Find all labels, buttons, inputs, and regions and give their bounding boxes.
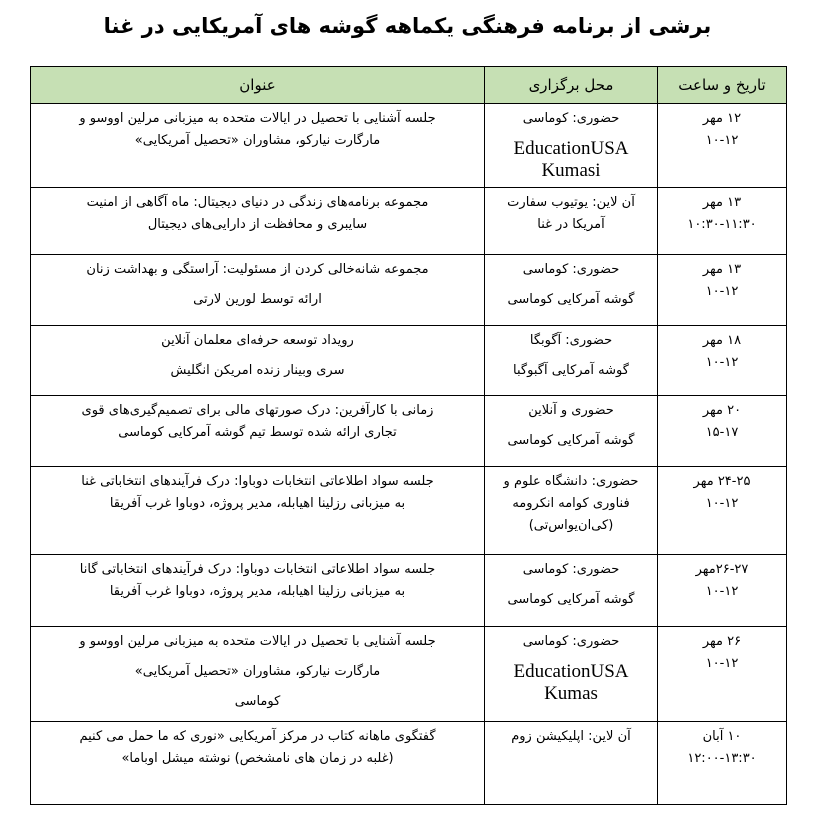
- date-cell: [658, 326, 787, 396]
- date-cell-line: ۲۶ مهر: [702, 634, 742, 649]
- venue-cell: [485, 555, 658, 627]
- venue-cell-line: حضوری: آگوبگا: [529, 333, 613, 348]
- venue-cell-line: گوشه آمرکایی کوماسی: [507, 433, 635, 448]
- date-cell-line: ۱۸ مهر: [702, 333, 742, 348]
- subject-cell-line: سری وبینار زنده امریکن انگلیش: [170, 363, 345, 378]
- date-cell-line: ۱۰-۱۲: [705, 133, 739, 148]
- table-row: [31, 467, 787, 555]
- subject-cell-line: زمانی با کارآفرین: درک صورتهای مالی برای تصمیم‌گیری‌های قوی: [81, 403, 434, 418]
- venue-cell-line: حضوری: کوماسی: [522, 562, 620, 577]
- date-cell-line: ۱۰-۱۲: [705, 584, 739, 599]
- venue-cell: [485, 467, 658, 555]
- date-cell-line: ۱۰ آبان: [702, 729, 742, 744]
- date-cell-line: ۱۲ مهر: [702, 111, 742, 126]
- venue-cell-line: آن لاین: اپلیکیشن زوم: [511, 729, 631, 744]
- venue-cell-line: حضوری: کوماسی: [522, 262, 620, 277]
- date-cell: [658, 467, 787, 555]
- subject-cell: [31, 627, 485, 722]
- date-cell-line: ۱۵-۱۷: [705, 425, 739, 440]
- venue-cell-line: (کی‌ان‌یواس‌تی): [528, 518, 614, 533]
- venue-english-line: EducationUSA: [513, 661, 629, 682]
- table-row: [31, 722, 787, 805]
- venue-english-line: Kumas: [544, 683, 598, 704]
- table-row: [31, 627, 787, 722]
- header-venue: محل برگزاری: [485, 67, 658, 104]
- date-cell: [658, 255, 787, 326]
- subject-cell-line: تجاری ارائه شده توسط تیم گوشه آمرکایی کوماسی: [118, 425, 397, 440]
- table-row: [31, 255, 787, 326]
- date-cell: [658, 722, 787, 805]
- date-cell-line: ۱۰-۱۲: [705, 355, 739, 370]
- subject-cell-line: مارگارت نیارکو، مشاوران «تحصیل آمریکایی»: [134, 133, 381, 148]
- table-row: [31, 104, 787, 188]
- date-cell-line: ۱۰-۱۲: [705, 656, 739, 671]
- subject-cell: [31, 555, 485, 627]
- date-cell-line: ۲۴-۲۵ مهر: [693, 474, 751, 489]
- date-cell: [658, 555, 787, 627]
- venue-cell: [485, 188, 658, 255]
- venue-cell-line: گوشه آمرکایی کوماسی: [507, 592, 635, 607]
- table-row: [31, 396, 787, 467]
- date-cell: [658, 104, 787, 188]
- table-row: [31, 326, 787, 396]
- date-cell-line: ۱۰-۱۲: [705, 496, 739, 511]
- venue-cell: [485, 722, 658, 805]
- venue-cell-line: آن لاین: یوتیوب سفارت: [507, 195, 635, 210]
- venue-english-line: Kumasi: [541, 160, 601, 181]
- venue-cell-line: حضوری: کوماسی: [522, 111, 620, 126]
- subject-cell-line: (غلبه در زمان های نامشخص) نوشته میشل اوباما»: [121, 751, 394, 766]
- venue-english-line: EducationUSA: [513, 138, 629, 159]
- subject-cell-line: به میزبانی رزلینا اهیابله، مدیر پروژه، دوباوا غرب آفریقا: [109, 584, 406, 599]
- date-cell: [658, 396, 787, 467]
- venue-cell-line: فناوری کوامه انکرومه: [512, 496, 630, 511]
- venue-cell: [485, 326, 658, 396]
- venue-cell-line: حضوری: کوماسی: [522, 634, 620, 649]
- subject-cell: [31, 467, 485, 555]
- table-row: [31, 555, 787, 627]
- venue-cell-line: حضوری و آنلاین: [528, 403, 614, 418]
- table-row: [31, 188, 787, 255]
- date-cell-line: ۱۰:۳۰-۱۱:۳۰: [687, 217, 757, 232]
- subject-cell-line: گفتگوی ماهانه کتاب در مرکز آمریکایی «نوری که ما حمل می کنیم: [79, 729, 436, 744]
- program-table: [30, 66, 787, 805]
- date-cell-line: ۱۳ مهر: [702, 195, 742, 210]
- date-cell: [658, 627, 787, 722]
- subject-cell-line: ارائه توسط لورین لارتی: [193, 292, 322, 307]
- venue-cell: [485, 396, 658, 467]
- subject-cell-line: به میزبانی رزلینا اهیابله، مدیر پروژه، دوباوا غرب آفریقا: [109, 496, 406, 511]
- header-subject: عنوان: [31, 67, 485, 104]
- subject-cell: [31, 326, 485, 396]
- subject-cell: [31, 396, 485, 467]
- subject-cell-line: جلسه آشنایی با تحصیل در ایالات متحده به میزبانی مرلین اووسو و: [79, 111, 436, 126]
- date-cell-line: ۲۰ مهر: [702, 403, 742, 418]
- subject-cell-line: جلسه سواد اطلاعاتی انتخابات دوباوا: درک فرآیندهای انتخاباتی گانا: [79, 562, 436, 577]
- subject-cell-line: مارگارت نیارکو، مشاوران «تحصیل آمریکایی»: [134, 664, 381, 679]
- header-date: تاریخ و ساعت: [658, 67, 787, 104]
- venue-cell-line: حضوری: دانشگاه علوم و: [503, 474, 639, 489]
- document-title: برشی از برنامه فرهنگی یکماهه گوشه های آمریکایی در غنا: [103, 14, 712, 38]
- subject-cell: [31, 104, 485, 188]
- date-cell-line: ۱۳ مهر: [702, 262, 742, 277]
- subject-cell-line: رویداد توسعه حرفه‌ای معلمان آنلاین: [161, 333, 354, 348]
- date-cell-line: ۱۲:۰۰-۱۳:۳۰: [687, 751, 757, 766]
- subject-cell: [31, 722, 485, 805]
- subject-cell-line: سایبری و محافظت از دارایی‌های دیجیتال: [147, 217, 368, 232]
- venue-cell: [485, 104, 658, 188]
- subject-cell: [31, 255, 485, 326]
- venue-cell: [485, 627, 658, 722]
- subject-cell-line: مجموعه برنامه‌های زندگی در دنیای دیجیتال: ماه آگاهی از امنیت: [86, 195, 429, 210]
- subject-cell-line: کوماسی: [234, 694, 281, 709]
- table-header-row: [31, 67, 787, 104]
- subject-cell-line: مجموعه شانه‌خالی کردن از مسئولیت: آراستگی و بهداشت زنان: [86, 262, 429, 277]
- venue-cell: [485, 255, 658, 326]
- subject-cell-line: جلسه سواد اطلاعاتی انتخابات دوباوا: درک فرآیندهای انتخاباتی غنا: [81, 474, 434, 489]
- subject-cell: [31, 188, 485, 255]
- venue-cell-line: گوشه آمرکایی آگبوگبا: [513, 363, 629, 378]
- venue-cell-line: آمریکا در غنا: [537, 217, 605, 232]
- date-cell: [658, 188, 787, 255]
- venue-cell-line: گوشه آمرکایی کوماسی: [507, 292, 635, 307]
- date-cell-line: ۲۶-۲۷مهر: [695, 562, 749, 577]
- date-cell-line: ۱۰-۱۲: [705, 284, 739, 299]
- subject-cell-line: جلسه آشنایی با تحصیل در ایالات متحده به میزبانی مرلین اووسو و: [79, 634, 436, 649]
